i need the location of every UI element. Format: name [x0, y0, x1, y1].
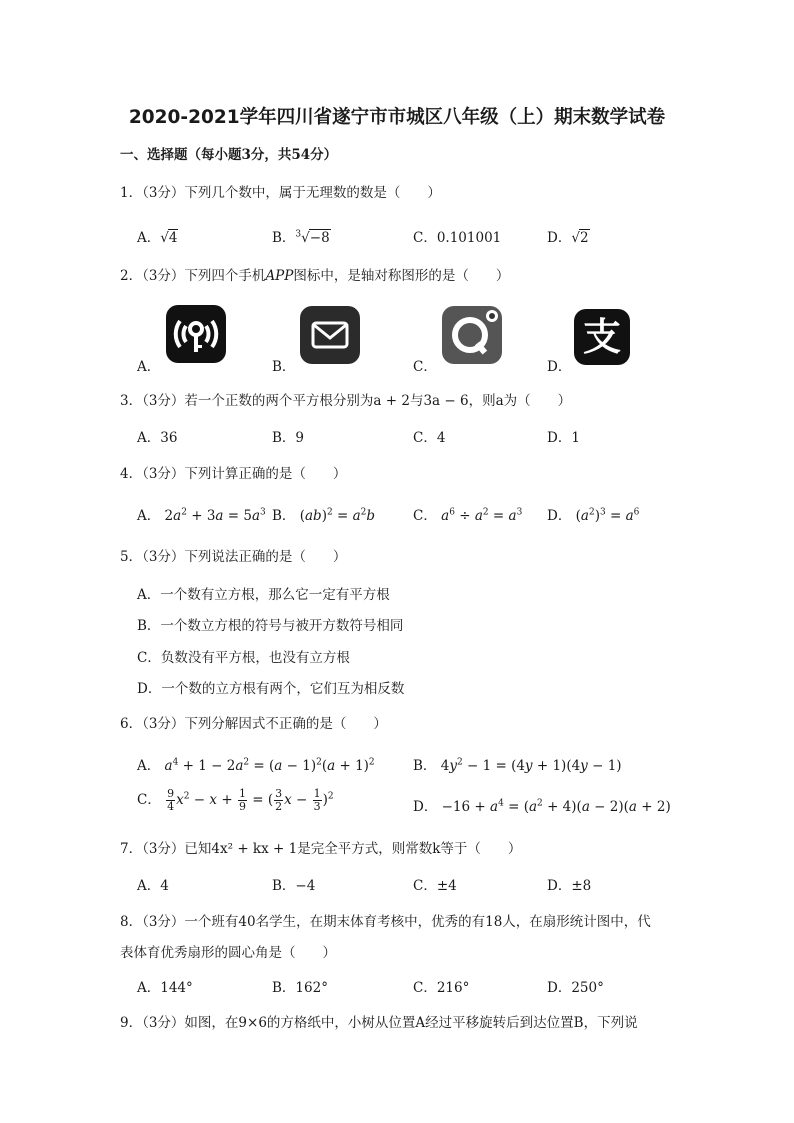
q6-option-d[interactable]: D． $-16 + a^4 = (a^2 + 4)(a - 2)(a + 2)$ [413, 798, 671, 815]
page-title: 2020-2021学年四川省遂宁市市城区八年级（上）期末数学试卷 [128, 107, 666, 128]
q5-option-d[interactable]: D．一个数的立方根有两个，它们互为相反数 [137, 681, 405, 697]
q-search-icon [442, 306, 502, 364]
q6-option-b[interactable]: B． $4y^2 - 1 = (4y + 1)(4y - 1)$ [413, 757, 622, 774]
question-8-stem-line1: 8．（3分）一个班有40名学生，在期末体育考核中，优秀的有18人，在扇形统计图中，代 [120, 914, 651, 930]
question-6-stem: 6．（3分）下列分解因式不正确的是（ ） [120, 716, 387, 732]
q6-option-a[interactable]: A． $a^4 + 1 - 2a^2 = (a - 1)^2(a + 1)^2$ [137, 757, 375, 774]
question-8-stem-line2: 表体育优秀扇形的圆心角是（ ） [120, 945, 336, 961]
q7-option-b[interactable]: B．−4 [272, 878, 316, 894]
q5-option-c[interactable]: C．负数没有平方根，也没有立方根 [137, 650, 350, 666]
q1-option-a[interactable]: A．√4 [137, 230, 178, 246]
q2-option-d[interactable]: D． [547, 359, 572, 375]
q4-option-b[interactable]: B． $(ab)^2 = a^2b$ [272, 507, 376, 524]
alipay-icon-glyph: 支 [582, 315, 621, 359]
q8-option-d[interactable]: D．250° [547, 980, 604, 996]
q1-option-c[interactable]: C．0.101001 [413, 230, 502, 246]
question-4-stem: 4．（3分）下列计算正确的是（ ） [120, 466, 347, 482]
question-7-stem: 7．（3分）已知4x² + kx + 1是完全平方式，则常数k等于（ ） [120, 841, 522, 857]
q8-option-c[interactable]: C．216° [413, 980, 470, 996]
q1-option-b[interactable]: B．$^3$√−8 [272, 229, 330, 246]
q7-option-a[interactable]: A．4 [137, 878, 169, 894]
question-1-stem: 1．（3分）下列几个数中，属于无理数的数是（ ） [120, 185, 441, 201]
q3-option-c[interactable]: C．4 [413, 430, 446, 446]
q8-option-b[interactable]: B．162° [272, 980, 328, 996]
wifi-key-icon [166, 305, 226, 363]
section-heading: 一、选择题（每小题3分，共54分） [120, 147, 338, 163]
q2-option-c[interactable]: C． [413, 359, 437, 375]
question-5-stem: 5．（3分）下列说法正确的是（ ） [120, 549, 347, 565]
q3-option-b[interactable]: B．9 [272, 430, 305, 446]
question-9-stem: 9．（3分）如图，在9×6的方格纸中，小树从位置A经过平移旋转后到达位置B，下列说 [120, 1015, 638, 1031]
question-3-stem: 3．（3分）若一个正数的两个平方根分别为a + 2与3a − 6，则a为（ ） [120, 393, 572, 409]
q8-option-a[interactable]: A．144° [137, 980, 193, 996]
q6-option-c[interactable]: C． $\frac{9}{4}$ $x^2 - x$ + $\frac{1}{9}$ = ( $\frac{3}{2}$ x − $\frac{1}{3}$ )$^2$ [137, 787, 334, 813]
q4-option-a[interactable]: A． $2a^2 + 3a = 5a^3$ [137, 507, 266, 524]
alipay-icon [574, 309, 630, 365]
q2-option-a[interactable]: A． [137, 359, 161, 375]
q4-option-d[interactable]: D． $(a^2)^3 = a^6$ [547, 507, 640, 524]
q3-option-d[interactable]: D．1 [547, 430, 580, 446]
q4-option-c[interactable]: C． $a^6 \div a^2 = a^3$ [413, 507, 523, 524]
q5-option-a[interactable]: A．一个数有立方根，那么它一定有平方根 [137, 587, 390, 603]
q3-option-a[interactable]: A．36 [137, 430, 178, 446]
mail-icon [300, 306, 360, 364]
question-2-stem: 2．（3分）下列四个手机APP图标中，是轴对称图形的是（ ） [120, 268, 510, 284]
q1-option-d[interactable]: D．√2 [547, 230, 589, 246]
q7-option-d[interactable]: D．±8 [547, 878, 592, 894]
q5-option-b[interactable]: B．一个数立方根的符号与被开方数符号相同 [137, 618, 404, 634]
q2-option-b[interactable]: B． [272, 359, 296, 375]
q7-option-c[interactable]: C．±4 [413, 878, 457, 894]
